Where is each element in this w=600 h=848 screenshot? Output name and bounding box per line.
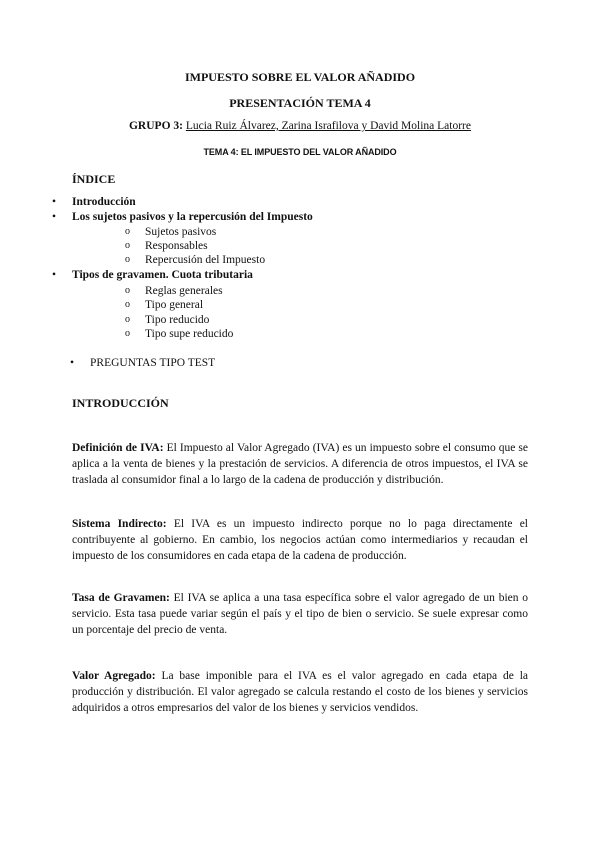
paragraph-term: Definición de IVA: bbox=[72, 442, 164, 454]
paragraph-term: Sistema Indirecto: bbox=[72, 518, 167, 530]
index-subitem: o Reglas generales bbox=[145, 285, 223, 297]
presentation-title: PRESENTACIÓN TEMA 4 bbox=[229, 96, 371, 110]
index-subitem: o Tipo reducido bbox=[145, 314, 209, 326]
index-subitem: o Responsables bbox=[145, 240, 208, 252]
paragraph-added-value bbox=[72, 668, 528, 716]
index-subitem: o Repercusión del Impuesto bbox=[145, 254, 265, 266]
index-item: • Tipos de gravamen. Cuota tributaria bbox=[72, 269, 253, 281]
paragraph-term: Tasa de Gravamen: bbox=[72, 592, 170, 604]
index-heading: ÍNDICE bbox=[72, 172, 116, 186]
paragraph-tax-rate bbox=[72, 590, 528, 638]
index-subitem: o Tipo general bbox=[145, 299, 203, 311]
group-label: GRUPO 3: bbox=[128, 120, 183, 132]
group-members: Lucia Ruiz Álvarez, Zarina Israfilova y David Molina Latorre bbox=[185, 120, 471, 132]
index-extra-item: • PREGUNTAS TIPO TEST bbox=[90, 357, 215, 369]
paragraph-indirect-system bbox=[72, 516, 528, 564]
paragraph-text: El Impuesto al Valor Agregado (IVA) es un impuesto sobre el consumo que se aplica a la venta de bienes y la prestación de servicios. A diferencia de otros impuestos, el IVA se traslada al consumidor final a lo largo de la cadena de producción y distribución. bbox=[72, 442, 529, 486]
paragraph-text: El IVA se aplica a una tasa específica sobre el valor agregado de un bien o servicio. Esta tasa puede variar según el país y el tipo de bien o servicio. Se suele expresar como un porcentaje del precio de venta. bbox=[72, 592, 528, 636]
index-item: • Introducción bbox=[72, 196, 136, 208]
index-subitem: o Sujetos pasivos bbox=[145, 226, 216, 238]
paragraph-iva-definition bbox=[72, 440, 528, 488]
intro-heading: INTRODUCCIÓN bbox=[72, 396, 169, 410]
index-subitem: o Tipo supe reducido bbox=[145, 328, 233, 340]
paragraph-term: Valor Agregado: bbox=[72, 670, 156, 682]
group-line bbox=[0, 120, 600, 132]
paragraph-text: El IVA es un impuesto indirecto porque no lo paga directamente el contribuyente al gobierno. En cambio, los negocios actúan como intermediarios y recaudan el impuesto de los consumidores en cada etapa de la cadena de producción. bbox=[72, 518, 528, 562]
index-item: • Los sujetos pasivos y la repercusión del Impuesto bbox=[72, 211, 313, 223]
paragraph-text: La base imponible para el IVA es el valor agregado en cada etapa de la producción y distribución. El valor agregado se calcula restando el costo de los bienes y servicios adquiridos a otros empresarios del valor de los bienes y servicios vendidos. bbox=[72, 670, 528, 714]
document-title: IMPUESTO SOBRE EL VALOR AÑADIDO bbox=[184, 70, 416, 84]
topic-title: TEMA 4: EL IMPUESTO DEL VALOR AÑADIDO bbox=[203, 147, 397, 157]
